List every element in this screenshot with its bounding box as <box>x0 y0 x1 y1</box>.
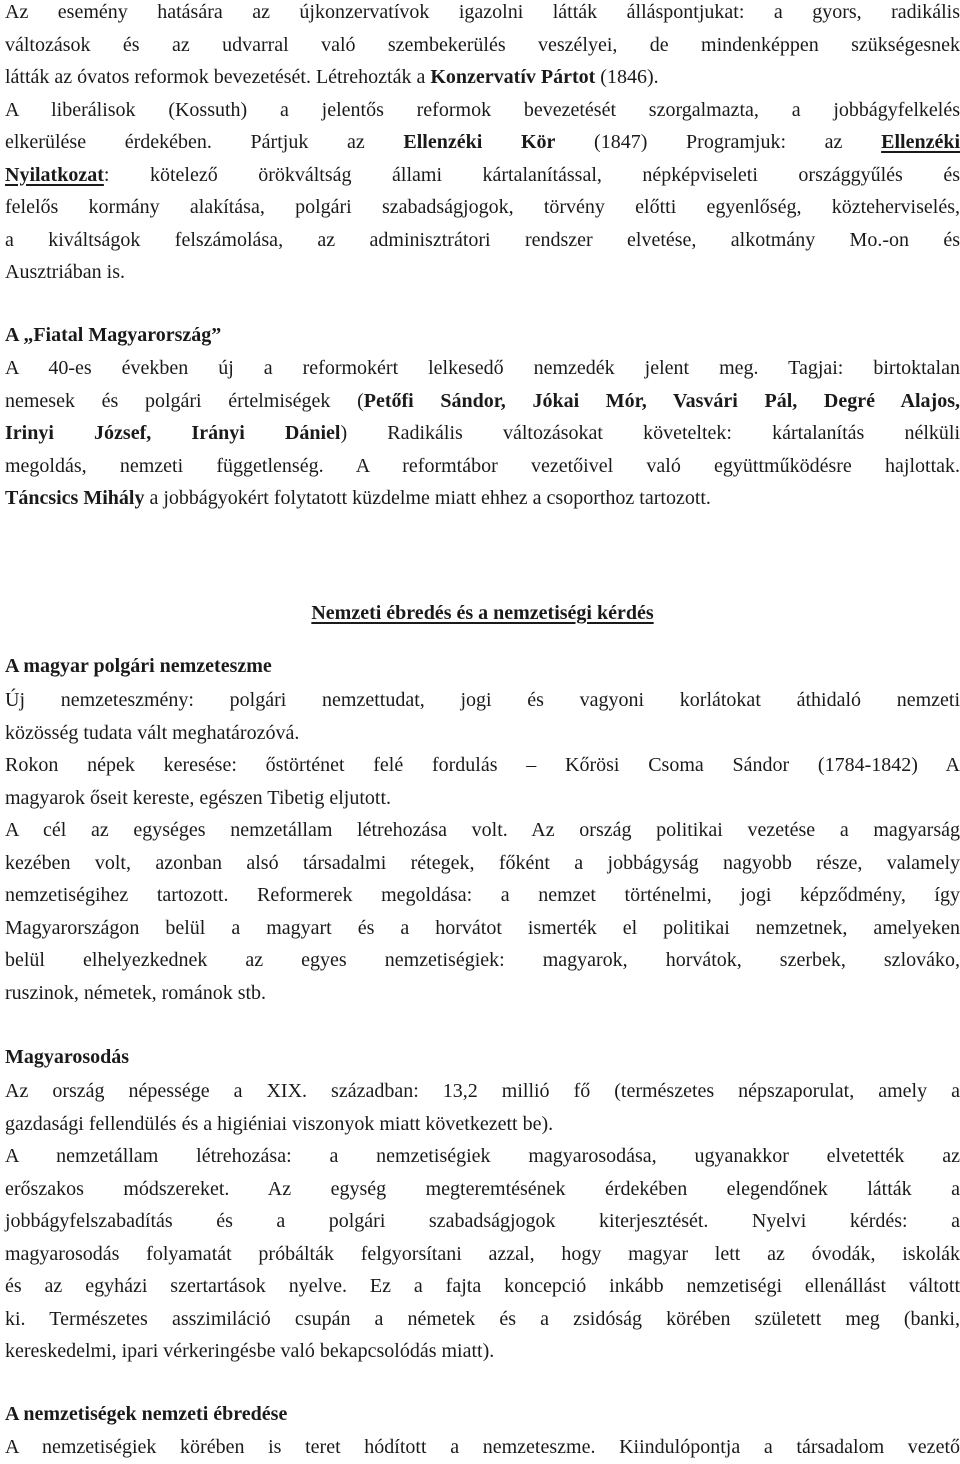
underlined-term: Ellenzéki <box>881 131 960 153</box>
text-run: belül elhelyezkednek az egyes nemzetiségiek: magyarok, horvátok, szerbek, szlováko, <box>5 949 960 971</box>
text-line <box>5 1270 960 1303</box>
text-run: a kiváltságok felszámolása, az adminisztrátori rendszer elvetése, alkotmány Mo.-on és <box>5 228 960 251</box>
text-run: Magyarországon belül a magyart és a horvátot ismerték el politikai nemzetnek, amelyeken <box>5 916 960 939</box>
text-line <box>5 1108 960 1141</box>
text-line <box>5 1238 960 1271</box>
text-line <box>5 1335 960 1368</box>
text-run: ) Radikális változásokat követeltek: kártalanítás nélküli <box>340 422 960 444</box>
text-line <box>5 417 960 450</box>
text-run: a jobbágyokért folytatott küzdelme miatt ehhez a csoporthoz tartozott. <box>144 487 711 509</box>
text-line <box>5 847 960 880</box>
heading-fiatal-magyarorszag <box>5 319 960 352</box>
bold-term: Konzervatív Pártot <box>430 66 596 88</box>
heading-text: Magyarosodás <box>5 1046 130 1068</box>
text-run: nemesek és polgári értelmiségek ( <box>5 389 364 412</box>
section-title <box>5 597 960 630</box>
text-run: Az esemény hatására az újkonzervatívok igazolni látták álláspontjukat: a gyors, radikális <box>5 1 960 23</box>
text-run: : kötelező örökváltság állami kártalanítással, népképviseleti országgyűlés és <box>103 163 960 186</box>
text-run: elkerülése érdekében. Pártjuk az <box>5 131 404 153</box>
text-run: felelős kormány alakítása, polgári szabadságjogok, törvény előtti egyenlőség, közteherviselés, <box>5 196 960 218</box>
heading-text: A magyar polgári nemzeteszme <box>5 655 272 677</box>
heading-magyarosodas <box>5 1041 960 1074</box>
text-run: magyarosodás folyamatát próbálták felgyorsítani azzal, hogy magyar lett az óvodák, iskolák <box>5 1242 960 1265</box>
text-line <box>5 126 960 159</box>
text-line <box>5 385 960 418</box>
paragraph-polgari-nemzeteszme <box>5 684 960 1009</box>
text-line <box>5 482 960 515</box>
text-run: megoldás, nemzeti függetlenség. A reformtábor vezetőivel való együttműködésre hajlottak. <box>5 454 960 477</box>
text-line <box>5 717 960 750</box>
text-line <box>5 1303 960 1336</box>
paragraph-magyarosodas <box>5 1075 960 1368</box>
text-run: látták az óvatos reformok bevezetését. Létrehozták a <box>5 66 431 88</box>
text-line <box>5 224 960 257</box>
text-line <box>5 191 960 224</box>
text-run: A nemzetállam létrehozása: a nemzetiségiek magyarosodása, ugyanakkor elvetették az <box>5 1145 960 1167</box>
text-run: A nemzetiségiek körében is teret hódított a nemzeteszme. Kiindulópontja a társadalom vezető <box>5 1436 960 1458</box>
text-run: Új nemzeteszmény: polgári nemzettudat, jogi és vagyoni korlátokat áthidaló nemzeti <box>5 689 960 711</box>
text-line <box>5 159 960 192</box>
text-run: nemzetiségihez tartozott. Reformerek megoldása: a nemzet történelmi, jogi képződmény, így <box>5 884 960 906</box>
text-run: ruszinok, németek, románok stb. <box>5 981 267 1004</box>
text-run: Ausztriában is. <box>5 261 125 283</box>
text-run: Rokon népek keresése: őstörténet felé fordulás – Kőrösi Csoma Sándor (1784-1842) A <box>5 754 960 776</box>
text-run: magyarok őseit kereste, egészen Tibetig eljutott. <box>5 786 392 809</box>
text-run: kezében volt, azonban alsó társadalmi rétegek, főként a jobbágyság nagyobb része, valamely <box>5 851 960 874</box>
text-line <box>5 256 960 289</box>
text-line <box>5 944 960 977</box>
text-run: A liberálisok (Kossuth) a jelentős reformok bevezetését szorgalmazta, a jobbágyfelkelés <box>5 98 960 121</box>
text-run: jobbágyfelszabadítás és a polgári szabadságjogok kiterjesztését. Nyelvi kérdés: a <box>5 1210 960 1232</box>
text-line <box>5 879 960 912</box>
text-line <box>5 782 960 815</box>
text-run: és az egyházi szertartások nyelve. Ez a fajta koncepció inkább nemzetiségi ellenállást váltott <box>5 1275 960 1297</box>
text-line <box>5 749 960 782</box>
text-line <box>5 684 960 717</box>
paragraph-fiatal-magyarorszag <box>5 352 960 515</box>
text-run: kereskedelmi, ipari vérkeringésbe való bekapcsolódás miatt). <box>5 1340 495 1362</box>
text-line <box>5 29 960 62</box>
text-line <box>5 814 960 847</box>
underlined-term: Nyilatkozat <box>5 163 104 186</box>
text-run: (1846). <box>595 66 659 88</box>
text-line <box>5 1431 960 1464</box>
text-line <box>5 450 960 483</box>
text-run: ki. Természetes asszimiláció csupán a németek és a zsidóság körében született meg (banki, <box>5 1307 960 1330</box>
heading-nemzetisegek-ebredese <box>5 1398 960 1431</box>
bold-term: Petőfi Sándor, Jókai Mór, Vasvári Pál, Degré Alajos, <box>363 389 960 412</box>
text-run: A 40-es években új a reformokért lelkesedő nemzedék jelent meg. Tagjai: birtoktalan <box>5 357 960 379</box>
heading-polgari-nemzeteszme <box>5 650 960 683</box>
text-line <box>5 1075 960 1108</box>
section-title-text: Nemzeti ébredés és a nemzetiségi kérdés <box>311 602 654 624</box>
text-line <box>5 1205 960 1238</box>
bold-term: Ellenzéki Kör <box>403 131 556 153</box>
text-line <box>5 61 960 94</box>
text-run: Az ország népessége a XIX. században: 13,2 millió fő (természetes népszaporulat, amely a <box>5 1080 960 1102</box>
text-line <box>5 1140 960 1173</box>
text-line <box>5 94 960 127</box>
text-line <box>5 0 960 29</box>
text-run: közösség tudata vált meghatározóvá. <box>5 721 300 744</box>
heading-text: A nemzetiségek nemzeti ébredése <box>5 1403 288 1425</box>
text-run: gazdasági fellendülés és a higiéniai viszonyok miatt következett be). <box>5 1112 554 1135</box>
text-run: változások és az udvarral való szembekerülés veszélyei, de mindenképpen szükségesnek <box>5 33 960 56</box>
text-run: erőszakos módszereket. Az egység megteremtésének érdekében elegendőnek látták a <box>5 1177 960 1200</box>
text-line <box>5 1173 960 1206</box>
text-line <box>5 912 960 945</box>
text-line <box>5 352 960 385</box>
text-run: (1847) Programjuk: az <box>555 131 882 153</box>
paragraph-nemzetisegek-ebredese <box>5 1431 960 1464</box>
bold-term: Táncsics Mihály <box>5 487 145 509</box>
bold-term: Irinyi József, Irányi Dániel <box>5 422 341 444</box>
text-line <box>5 977 960 1010</box>
text-run: A cél az egységes nemzetállam létrehozása volt. Az ország politikai vezetése a magyarság <box>5 819 960 841</box>
paragraph-conservatives-liberals <box>5 0 960 289</box>
heading-text: A „Fiatal Magyarország” <box>5 324 222 346</box>
